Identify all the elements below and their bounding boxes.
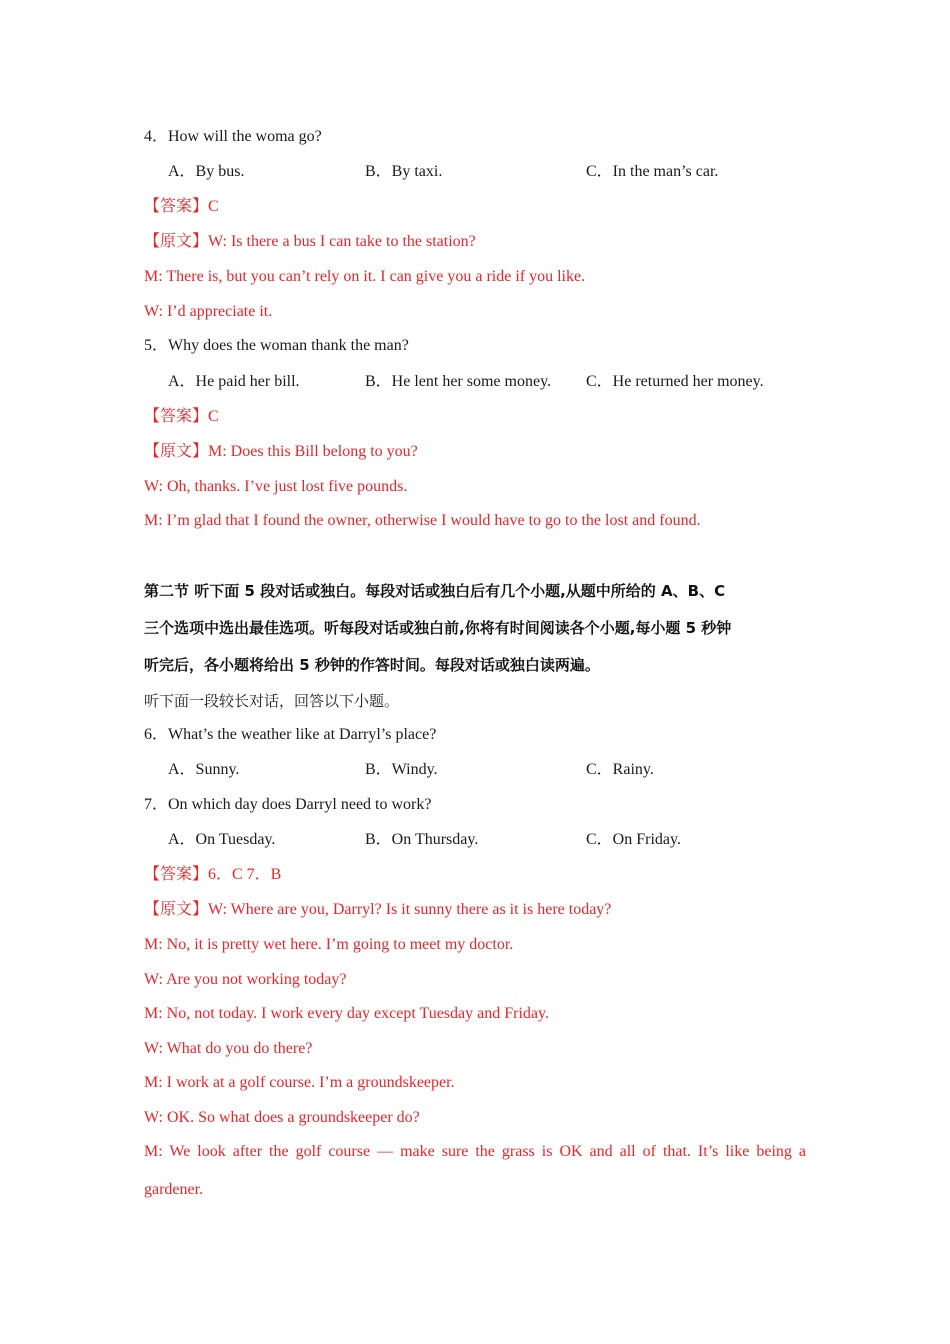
- q5-option-b: B．He lent her some money.: [365, 373, 552, 390]
- q4-transcript-line: W: I’d appreciate it.: [144, 303, 273, 320]
- q7-option-c: C．On Friday.: [586, 831, 681, 848]
- section-heading-line: 听完后，各小题将给出 5 秒钟的作答时间。每段对话或独白读两遍。: [144, 656, 600, 674]
- q5-transcript-line: M: I’m glad that I found the owner, otherwise I would have to go to the lost and found.: [144, 512, 701, 529]
- q67-transcript-line: W: OK. So what does a groundskeeper do?: [144, 1109, 420, 1126]
- section-heading-line: 三个选项中选出最佳选项。听每段对话或独白前,你将有时间阅读各个小题,每小题 5 秒钟: [144, 619, 732, 637]
- q6-option-c: C．Rainy.: [586, 761, 654, 778]
- q6-option-b: B．Windy.: [365, 761, 438, 778]
- q4-option-a: A．By bus.: [168, 163, 245, 180]
- q7-question: 7．On which day does Darryl need to work?: [144, 796, 432, 813]
- q6-question: 6．What’s the weather like at Darryl’s place?: [144, 726, 437, 743]
- q67-transcript-line: 【原文】W: Where are you, Darryl? Is it sunny there as it is here today?: [144, 901, 612, 918]
- q5-transcript-line: 【原文】M: Does this Bill belong to you?: [144, 443, 418, 460]
- q4-transcript-line: 【原文】W: Is there a bus I can take to the station?: [144, 233, 476, 250]
- q7-option-a: A．On Tuesday.: [168, 831, 276, 848]
- q6-option-a: A．Sunny.: [168, 761, 240, 778]
- q67-answer: 【答案】6．C 7．B: [144, 866, 282, 883]
- q4-answer: 【答案】C: [144, 198, 219, 215]
- q5-option-c: C．He returned her money.: [586, 373, 764, 390]
- q67-transcript-line: gardener.: [144, 1181, 204, 1198]
- q5-question: 5．Why does the woman thank the man?: [144, 337, 409, 354]
- q67-transcript-line: M: I work at a golf course. I’m a groundskeeper.: [144, 1074, 455, 1091]
- q67-transcript-line: M: No, it is pretty wet here. I’m going to meet my doctor.: [144, 936, 514, 953]
- q4-question: 4．How will the woma go?: [144, 128, 322, 145]
- q7-option-b: B．On Thursday.: [365, 831, 479, 848]
- q67-transcript-line: M: No, not today. I work every day except Tuesday and Friday.: [144, 1005, 549, 1022]
- q4-option-c: C．In the man’s car.: [586, 163, 719, 180]
- q67-transcript-line: M: We look after the golf course — make sure the grass is OK and all of that. It’s like being a: [144, 1143, 806, 1160]
- q67-transcript-line: W: What do you do there?: [144, 1040, 313, 1057]
- q5-option-a: A．He paid her bill.: [168, 373, 300, 390]
- q67-transcript-line: W: Are you not working today?: [144, 971, 347, 988]
- section-heading-line: 第二节 听下面 5 段对话或独白。每段对话或独白后有几个小题,从题中所给的 A、B、C: [144, 582, 726, 600]
- q4-option-b: B．By taxi.: [365, 163, 443, 180]
- q4-transcript-line: M: There is, but you can’t rely on it. I can give you a ride if you like.: [144, 268, 586, 285]
- q5-transcript-line: W: Oh, thanks. I’ve just lost five pounds.: [144, 478, 408, 495]
- q5-answer: 【答案】C: [144, 408, 219, 425]
- section-intro: 听下面一段较长对话，回答以下小题。: [144, 692, 400, 710]
